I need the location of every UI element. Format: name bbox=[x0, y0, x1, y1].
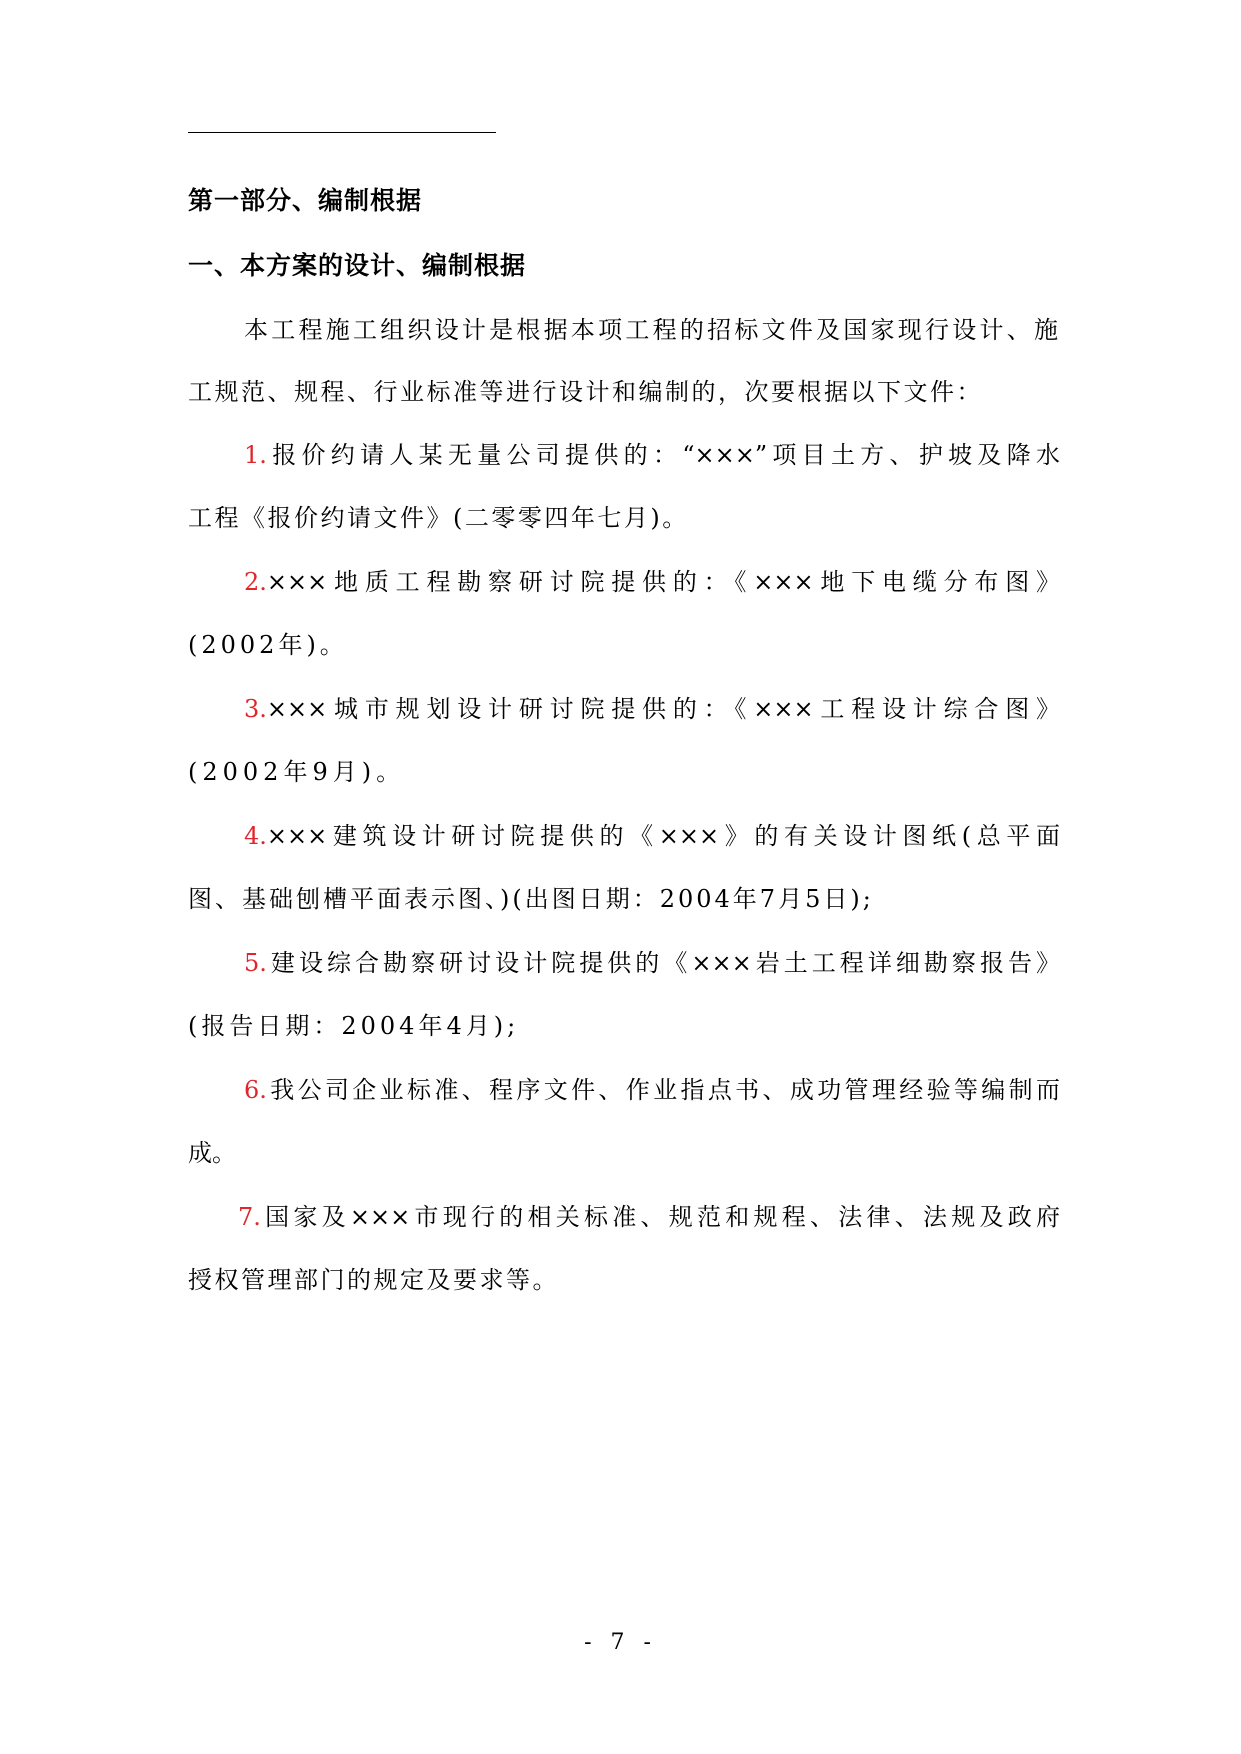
list-item-3-number: 3. bbox=[244, 695, 267, 723]
section-heading: 一、本方案的设计、编制根据 bbox=[188, 251, 527, 280]
intro-paragraph-line-2: 工规范、规程、行业标准等进行设计和编制的，次要根据以下文件： bbox=[188, 378, 983, 406]
list-item-2-text: ×××地质工程勘察研讨院提供的：《×××地下电缆分布图》 bbox=[266, 568, 1060, 596]
list-item-1-text: 报价约请人某无量公司提供的：“×××”项目土方、护坡及降水 bbox=[266, 441, 1060, 469]
list-item-4-line-2: 图、基础刨槽平面表示图、)(出图日期：2004年7月5日); bbox=[188, 885, 874, 913]
page-number: - 7 - bbox=[584, 1630, 657, 1655]
list-item-3-line-1 bbox=[244, 697, 1060, 721]
list-item-1-number: 1. bbox=[244, 441, 267, 469]
part-heading: 第一部分、编制根据 bbox=[188, 186, 423, 215]
list-item-5-text: 建设综合勘察研讨设计院提供的《×××岩土工程详细勘察报告》 bbox=[266, 949, 1060, 977]
list-item-3-text: ×××城市规划设计研讨院提供的：《×××工程设计综合图》 bbox=[266, 695, 1060, 723]
list-item-1-line-1 bbox=[244, 443, 1060, 467]
list-item-6-line-2: 成。 bbox=[188, 1139, 236, 1167]
list-item-7-line-2: 授权管理部门的规定及要求等。 bbox=[188, 1266, 559, 1294]
list-item-2-line-2: (2002年)。 bbox=[188, 631, 348, 659]
list-item-5-line-2: (报告日期：2004年4月); bbox=[188, 1012, 520, 1040]
list-item-4-line-1 bbox=[244, 824, 1060, 848]
list-item-6-number: 6. bbox=[244, 1076, 267, 1104]
list-item-3-line-2: (2002年9月)。 bbox=[188, 758, 406, 786]
footnote-separator-line bbox=[188, 132, 496, 133]
list-item-5-number: 5. bbox=[244, 949, 267, 977]
list-item-1-line-2: 工程《报价约请文件》(二零零四年七月)。 bbox=[188, 504, 689, 532]
list-item-4-number: 4. bbox=[244, 822, 267, 850]
list-item-2-number: 2. bbox=[244, 568, 267, 596]
intro-paragraph-line-1: 本工程施工组织设计是根据本项工程的招标文件及国家现行设计、施 bbox=[244, 316, 1060, 344]
list-item-4-text: ×××建筑设计研讨院提供的《×××》的有关设计图纸(总平面 bbox=[266, 822, 1060, 850]
list-item-5-line-1 bbox=[244, 951, 1060, 975]
list-item-7-number: 7. bbox=[238, 1203, 261, 1231]
list-item-6-text: 我公司企业标准、程序文件、作业指点书、成功管理经验等编制而 bbox=[266, 1076, 1060, 1104]
list-item-7-line-1 bbox=[238, 1205, 1060, 1229]
list-item-6-line-1 bbox=[244, 1078, 1060, 1102]
list-item-7-text: 国家及×××市现行的相关标准、规范和规程、法律、法规及政府 bbox=[260, 1203, 1060, 1231]
list-item-2-line-1 bbox=[244, 570, 1060, 594]
